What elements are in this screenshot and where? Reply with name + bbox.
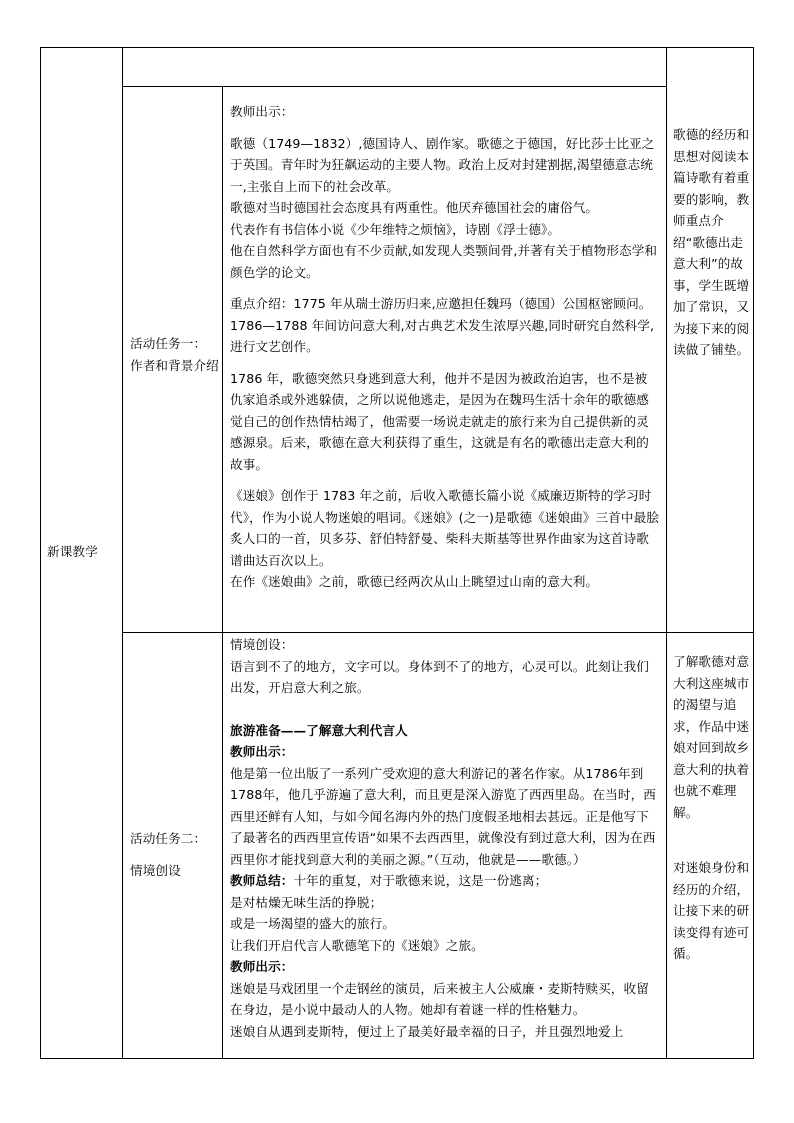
goethe-attitude: 歌德对当时德国社会态度具有两重性。他厌弃德国社会的庸俗气。 [230,200,599,215]
travel-prep-heading: 旅游准备——了解意大利代言人 [230,722,408,738]
activity2-label-line2: 情境创设 [130,862,181,878]
mignon-background: 《迷娘》创作于 1783 年之前，后收入歌德长篇小说《威廉迈斯特的学习时代》，作为小说人物迷娘的唱词。《迷娘》(之一)是歌德《迷娘曲》三首中最脍炙人口的一首，贝多芬、舒伯特舒曼、柴科夫斯基等世界作曲家为这首诗歌谱曲达百次以上。 [230,488,660,568]
activity1-label [130,333,220,376]
activity1-content [230,101,660,593]
mignon-last-line: 迷娘自从遇到麦斯特，便过上了最美好最幸福的日子，并且强烈地爱上 [230,1023,624,1039]
mignon-italy-note: 在作《迷娘曲》之前，歌德已经两次从山上眺望过山南的意大利。 [230,574,599,589]
activity2-content [230,634,660,1042]
teacher-summary-text: 十年的重复，对于歌德来说，这是一份逃离； [293,873,548,888]
activity1-label-line2: 作者和背景介绍 [130,357,219,373]
key-intro: 重点介绍：1775 年从瑞士游历归来,应邀担任魏玛（德国）公国枢密顾问。1786—1788 年间访问意大利,对古典艺术发生浓厚兴趣,同时研究自然科学,进行文艺创作。 [230,296,655,354]
column-divider-3 [666,47,667,1059]
summary-line-2: 是对枯燥无味生活的挣脱； [230,894,383,910]
scenario-label: 情境创设： [230,637,294,652]
goethe-travel-text: 他是第一位出版了一系列广受欢迎的意大利游记的著名作家。从1786年到1788年，他几乎游遍了意大利，而且更是深入游览了西西里岛。在当时，西西里还鲜有人知，与如今闻名海内外的热门度假圣地相去甚远。正是他写下了最著名的西西里宣传语“如果不去西西里，就像没有到过意大利，因为在西西里你才能找到意大利的美丽之源。”（互动，他就是——歌德。） [230,765,656,867]
column-divider-2 [222,86,223,1059]
teacher-shows-label-2: 教师出示： [230,744,294,759]
teacher-shows-label: 教师出示： [230,104,294,119]
activity2-note-2: 对迷娘身份和经历的介绍，让接下来的研读变得有迹可循。 [673,860,750,961]
row-divider-top [122,86,666,87]
activity1-note: 歌德的经历和思想对阅读本篇诗歌有着重要的影响，教师重点介绍“歌德出走意大利”的故事，学生既增加了常识，又为接下来的阅读做了铺垫。 [673,127,750,357]
row-divider-middle [122,632,754,633]
activity2-label-line1: 活动任务二： [130,831,207,846]
mignon-intro: 迷娘是马戏团里一个走钢丝的演员，后来被主人公威廉・麦斯特赎买，收留在身边，是小说中最动人的人物。她却有着谜一样的性格魅力。 [230,980,649,1017]
page-bottom-margin [0,1060,794,1123]
summary-line-4: 让我们开启代言人歌德笔下的《迷娘》之旅。 [230,937,484,953]
teacher-summary [230,870,660,892]
goethe-science: 他在自然科学方面也有不少贡献,如发现人类颚间骨,并著有关于植物形态学和颜色学的论文。 [230,243,658,280]
scenario-text: 语言到不了的地方，文字可以。身体到不了的地方，心灵可以。此刻让我们出发，开启意大利之旅。 [230,658,649,695]
goethe-works: 代表作有书信体小说《少年维特之烦恼》，诗剧《浮士德》。 [230,221,561,237]
activity1-label-line1: 活动任务一： [130,336,207,351]
teacher-shows-label-3: 教师出示： [230,959,294,974]
section-label: 新课教学 [47,544,98,559]
column-divider-1 [122,47,123,1059]
goethe-bio: 歌德（1749—1832）,德国诗人、剧作家。歌德之于德国，好比莎士比亚之于英国。青年时为狂飙运动的主要人物。政治上反对封建割据,渴望德意志统一,主张自上而下的社会改革。 [230,135,655,194]
goethe-italy-story: 1786 年，歌德突然只身逃到意大利，他并不是因为被政治迫害，也不是被仇家追杀或外逃躲债，之所以说他逃走，是因为在魏玛生活十余年的歌德感觉自己的创作热情枯竭了，他需要一场说走就走的旅行来为自己提供新的灵感源泉。后来，歌德在意大利获得了重生，这就是有名的歌德出走意大利的故事。 [230,370,649,472]
activity2-label [130,828,220,881]
summary-line-3: 或是一场渴望的盛大的旅行。 [230,916,396,931]
activity2-note-1: 了解歌德对意大利这座城市的渴望与追求，作品中迷娘对回到故乡意大利的执着也就不难理解。 [673,654,750,820]
teacher-summary-label: 教师总结： [230,873,294,888]
